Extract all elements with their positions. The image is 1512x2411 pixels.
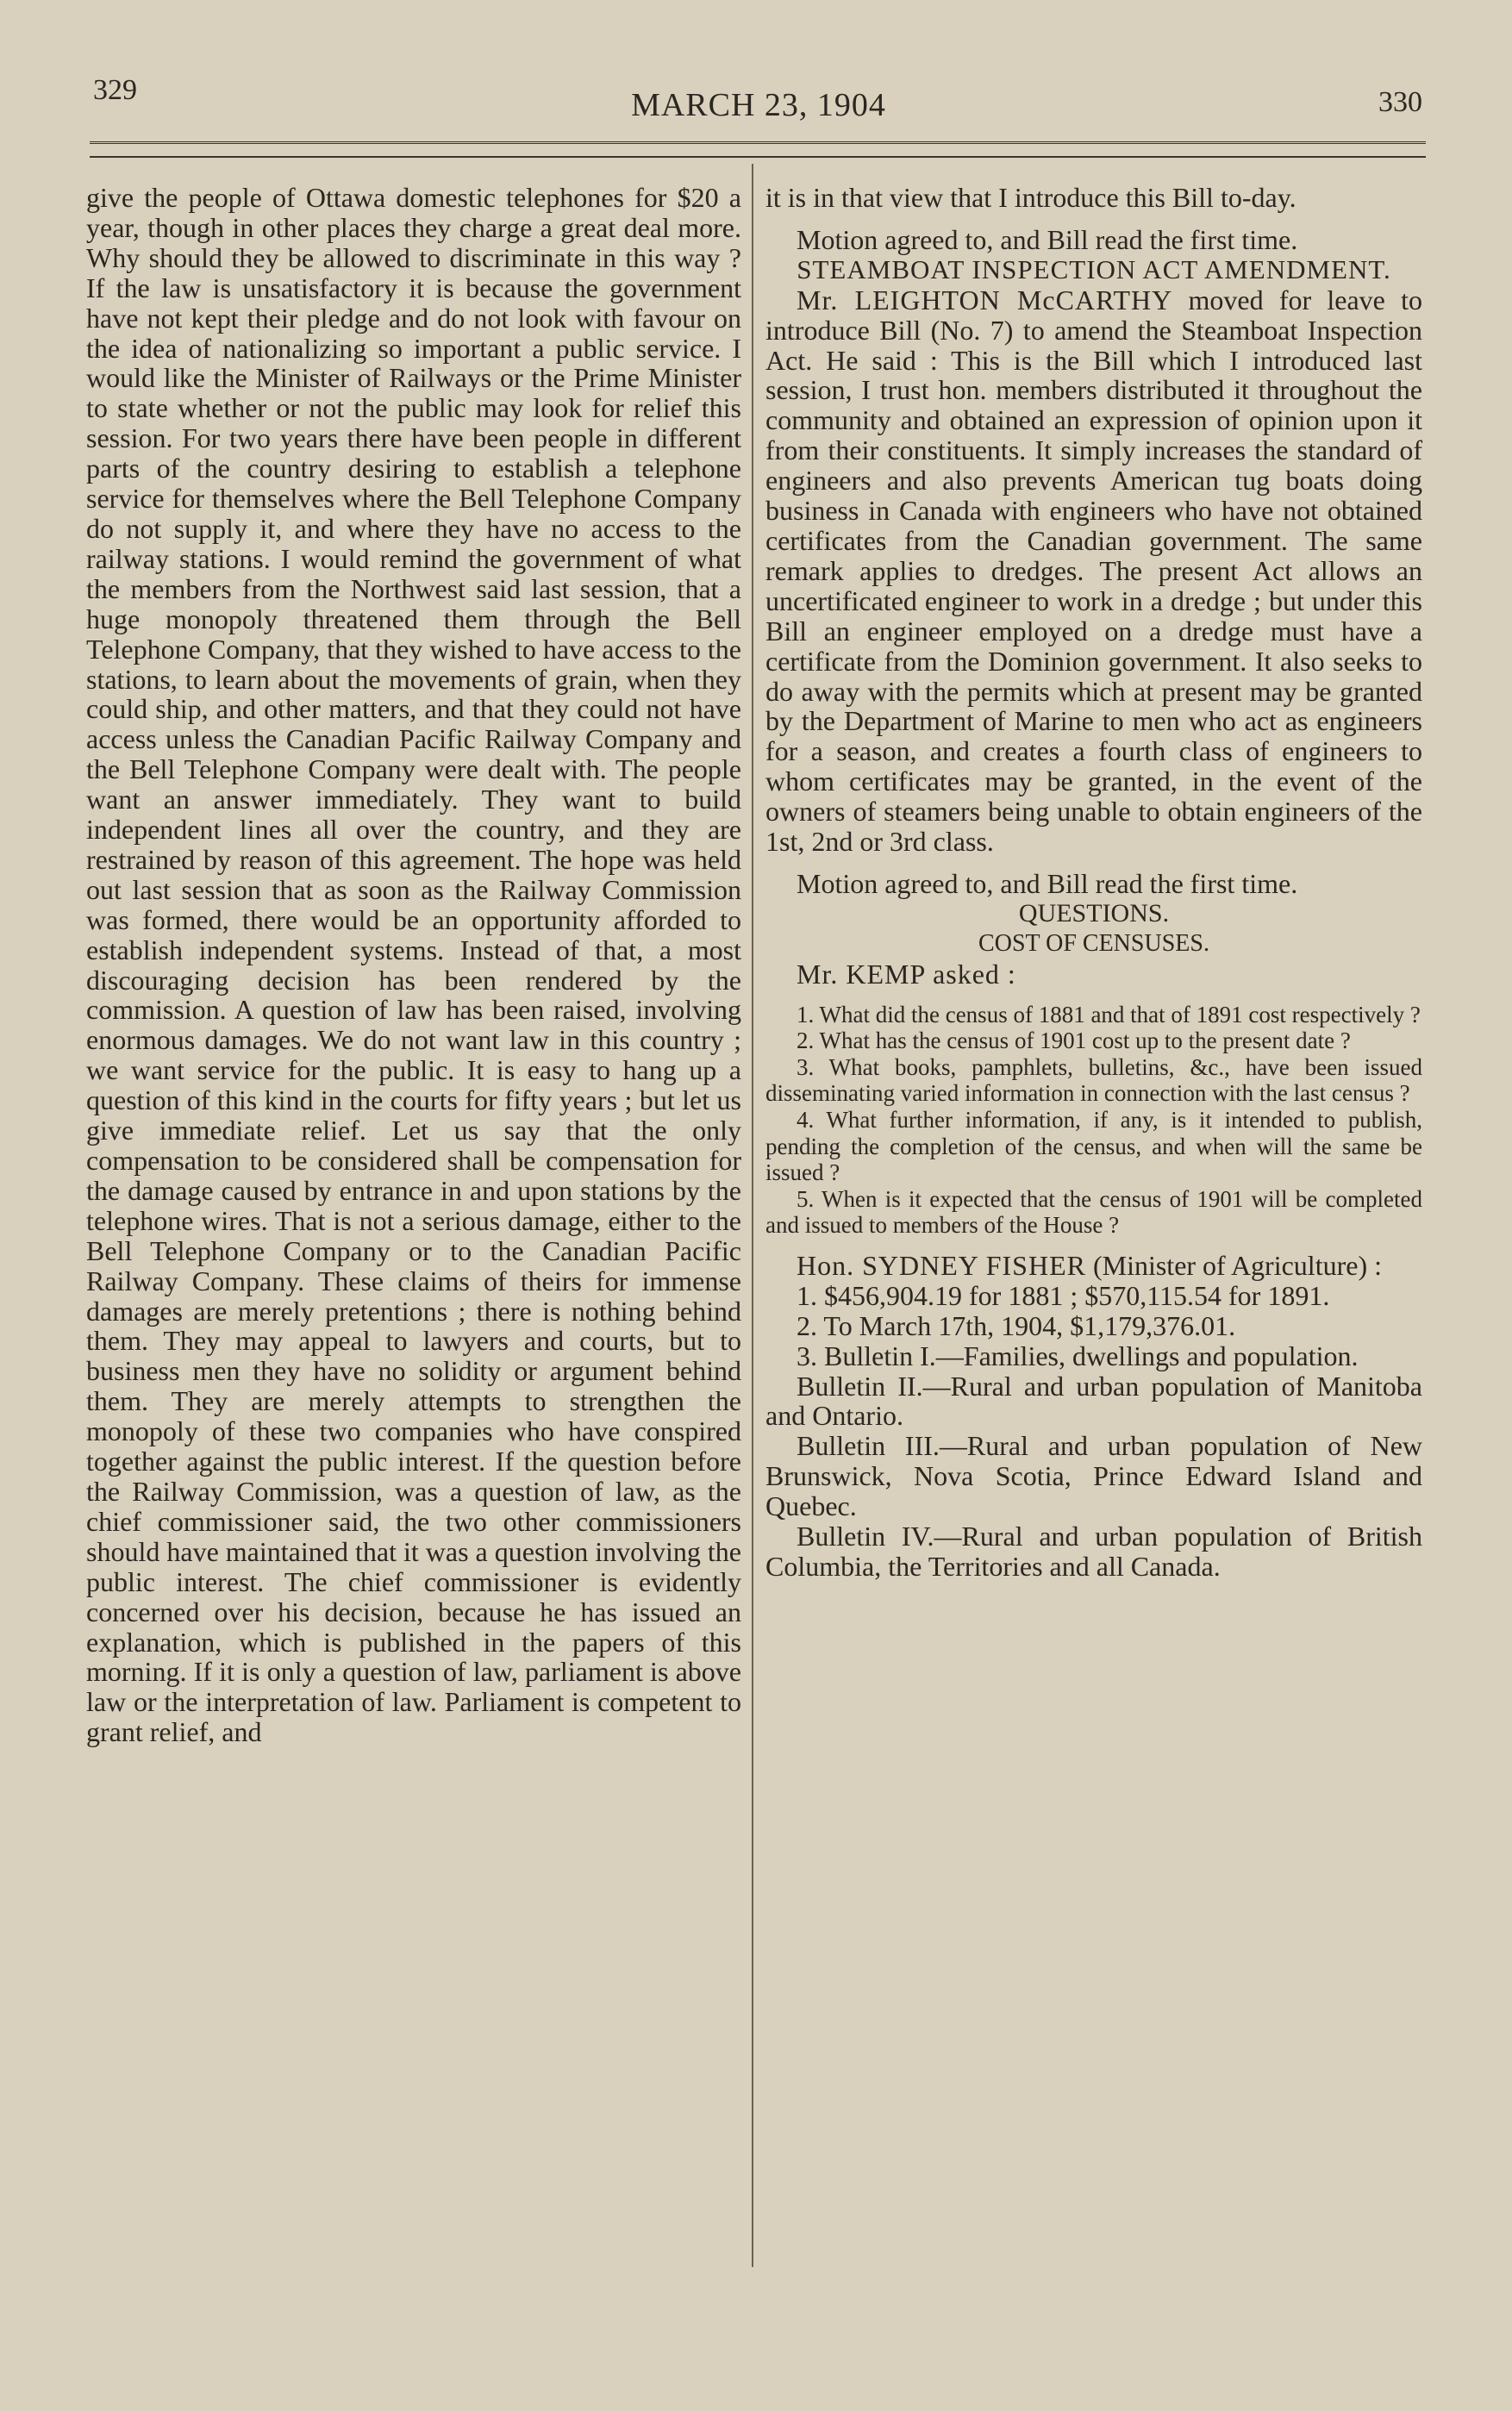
motion-paragraph-1: Motion agreed to, and Bill read the first time.	[797, 223, 1298, 255]
steamboat-heading: STEAMBOAT INSPECTION ACT AMENDMENT.	[797, 253, 1391, 284]
column-divider	[752, 164, 753, 2267]
header-rule	[90, 141, 1426, 158]
steamboat-text: moved for leave to introduce Bill (No. 7) to amend the Steamboat Inspection Act. He said : This is the Bill which I introduced last session, I trust hon. members distributed it throughout the community and obtained an expression of opinion upon it from their constituents. It simply increases the standard of engineers and also prevents American tug boats doing business in Canada with engineers who have not obtained certificates from the Canadian government. The same remark applies to dredges. The present Act allows an uncertificated engineer to work in a dredge ; but under this Bill an engineer employed on a dredge must have a certificate from the Dominion government. It also seeks to do away with the permits which at present may be granted by the Department of Marine to men who act as engineers for a season, and creates a fourth class of engineers to whom certificates may be granted, in the event of the owners of steamers being unable to obtain engineers of the 1st, 2nd or 3rd class.	[765, 284, 1422, 858]
question-item: 1. What did the census of 1881 and that of 1891 cost respectively ?	[797, 1001, 1421, 1027]
right-column	[765, 183, 1422, 1582]
answer-item: 3. Bulletin I.—Families, dwellings and population.	[797, 1340, 1359, 1371]
steamboat-paragraph	[765, 285, 1422, 857]
question-item: 2. What has the census of 1901 cost up to the present date ?	[797, 1027, 1351, 1054]
answer-item: Bulletin IV.—Rural and urban population of British Columbia, the Territories and all Canada.	[765, 1521, 1422, 1582]
continuation-paragraph: it is in that view that I introduce this Bill to-day.	[765, 182, 1296, 213]
fisher-speaker: Hon. SYDNEY FISHER	[797, 1249, 1086, 1281]
census-heading: COST OF CENSUSES.	[978, 929, 1209, 957]
question-item: 5. When is it expected that the census of 1901 will be completed and issued to members of the House ?	[765, 1185, 1422, 1239]
left-column	[86, 183, 741, 1747]
page-header	[86, 74, 1431, 126]
motion-paragraph-2: Motion agreed to, and Bill read the first time.	[797, 867, 1298, 899]
answer-item: 1. $456,904.19 for 1881 ; $570,115.54 for 1891.	[797, 1279, 1330, 1311]
fisher-paragraph	[765, 1251, 1422, 1281]
answer-item: 2. To March 17th, 1904, $1,179,376.01.	[797, 1309, 1236, 1341]
left-paragraph: give the people of Ottawa domestic telephones for $20 a year, though in other places they charge a great deal more. Why should they be allowed to discriminate in this way ? If the law is unsatisfactory it is because the government have not kept their pledge and do not look with favour on the idea of nationalizing so important a public service. I would like the Minister of Railways or the Prime Minister to state whether or not the public may look for relief this session. For two years there have been people in different parts of the country desiring to establish a telephone service for themselves where the Bell Telephone Company do not supply it, and where they have no access to the railway stations. I would remind the government of what the members from the Northwest said last session, that a huge monopoly threatened them through the Bell Telephone Company, that they wished to have access to the stations, to learn about the movements of grain, when they could ship, and other matters, and that they could not have access unless the Canadian Pacific Railway Company and the Bell Telephone Company were dealt with. The people want an answer immediately. They want to build independent lines all over the country, and they are restrained by reason of this agreement. The hope was held out last session that as soon as the Railway Commission was formed, there would be an opportunity afforded to establish independent systems. Instead of that, a most discouraging decision has been rendered by the commission. A question of law has been raised, involving enormous damages. We do not want law in this country ; we want service for the public. It is easy to hang up a question of this kind in the courts for fifty years ; but let us give immediate relief. Let us say that the only compensation to be considered shall be compensation for the damage caused by entrance in and upon stations by the telephone wires. That is not a serious damage, either to the Bell Telephone Company or to the Canadian Pacific Railway Company. These claims of theirs for immense damages are merely pretentions ; there is nothing behind them. They may appeal to lawyers and courts, but to business men they have no solidity or argument behind them. They are merely attempts to strengthen the monopoly of these two companies who have conspired together against the public interest. If the question before the Railway Commission, was a question of law, as the chief commissioner said, the two other commissioners should have maintained that it was a question involving the public interest. The chief commissioner is evidently concerned over his decision, because he has issued an explanation, which is published in the papers of this morning. If it is only a question of law, parliament is above law or the interpretation of law. Parliament is competent to grant relief, and	[86, 182, 741, 1748]
page-number-left: 329	[93, 74, 137, 106]
steamboat-speaker: Mr. LEIGHTON McCARTHY	[797, 284, 1173, 315]
kemp-asked: Mr. KEMP asked :	[797, 958, 1016, 990]
question-item: 3. What books, pamphlets, bulletins, &c., have been issued disseminating varied information in connection with the last census ?	[765, 1053, 1422, 1107]
questions-heading: QUESTIONS.	[1018, 898, 1170, 928]
answer-item: Bulletin III.—Rural and urban population of New Brunswick, Nova Scotia, Prince Edward Island and Quebec.	[765, 1430, 1422, 1522]
answer-item: Bulletin II.—Rural and urban population of Manitoba and Ontario.	[765, 1370, 1422, 1432]
page-number-right: 330	[1378, 86, 1422, 118]
page-date: MARCH 23, 1904	[631, 87, 886, 123]
question-item: 4. What further information, if any, is it intended to publish, pending the completion of the census, and when will the same be issued ?	[765, 1106, 1422, 1186]
fisher-title: (Minister of Agriculture) :	[1092, 1249, 1382, 1281]
